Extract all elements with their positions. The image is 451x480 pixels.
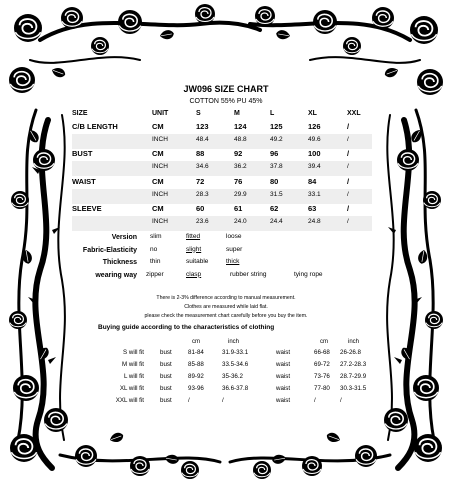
- table-value-cell: 34.6: [196, 163, 209, 171]
- guide-bust-cm: 93-96: [188, 385, 204, 392]
- table-value-cell: 60: [196, 204, 205, 214]
- property-option: loose: [226, 233, 242, 240]
- table-value-cell: 49.2: [270, 135, 283, 143]
- guide-waist-cm: 69-72: [314, 361, 330, 368]
- guide-waist-label: waist: [276, 373, 291, 380]
- note-laid-flat: Clothes are measured while laid flat.: [184, 304, 268, 310]
- table-value-cell: 23.6: [196, 217, 209, 225]
- guide-bust-inch: 33.5-34.6: [222, 361, 249, 368]
- guide-waist-inch: 28.7-29.9: [340, 373, 367, 380]
- table-unit-cell: INCH: [152, 163, 168, 171]
- table-value-cell: /: [347, 163, 349, 171]
- guide-waist-inch: 26-26.8: [340, 349, 361, 356]
- property-option: tying rope: [294, 270, 323, 278]
- guide-bust-cm: /: [188, 397, 190, 404]
- table-value-cell: 125: [270, 122, 283, 131]
- guide-size-label: XL will fit: [119, 385, 144, 392]
- table-header-cell: XL: [308, 110, 317, 117]
- property-option: zipper: [146, 270, 164, 278]
- guide-waist-cm: 77-80: [314, 385, 330, 392]
- property-option-selected: thick: [226, 258, 240, 265]
- guide-waist-label: waist: [276, 397, 291, 404]
- table-value-cell: /: [347, 217, 349, 225]
- table-value-cell: 24.8: [308, 217, 321, 225]
- table-value-cell: /: [347, 176, 350, 186]
- guide-bust-label: bust: [160, 349, 172, 356]
- table-header-cell: UNIT: [152, 110, 169, 117]
- guide-waist-label: waist: [276, 361, 291, 368]
- property-option: super: [226, 245, 243, 253]
- table-value-cell: 39.4: [308, 163, 321, 171]
- guide-waist-label: waist: [276, 349, 291, 356]
- guide-bust-label: bust: [160, 385, 172, 392]
- table-value-cell: 76: [234, 176, 243, 186]
- table-value-cell: /: [347, 204, 350, 214]
- table-value-cell: 37.8: [270, 163, 283, 171]
- guide-waist-cm: /: [314, 397, 316, 404]
- guide-bust-cm: 85-88: [188, 361, 204, 368]
- property-option: rubber string: [230, 270, 267, 278]
- table-value-cell: 88: [196, 149, 205, 159]
- guide-waist-inch: /: [340, 397, 342, 404]
- table-header-cell: S: [196, 110, 201, 117]
- table-value-cell: /: [347, 149, 350, 159]
- guide-size-label: M will fit: [122, 361, 144, 368]
- table-header-cell: M: [234, 110, 240, 117]
- guide-bust-cm: 81-84: [188, 349, 204, 356]
- table-unit-cell: CM: [152, 204, 164, 214]
- table-row-shade: [72, 189, 372, 204]
- property-label: Fabric-Elasticity: [82, 246, 137, 254]
- table-value-cell: 84: [308, 176, 317, 186]
- property-label: Version: [111, 234, 137, 241]
- table-value-cell: 62: [270, 204, 279, 214]
- guide-waist-label: waist: [276, 385, 291, 392]
- table-value-cell: 100: [308, 149, 321, 159]
- table-value-cell: 29.9: [234, 190, 247, 198]
- guide-waist-cm: 66-68: [314, 349, 330, 356]
- guide-size-label: L will fit: [123, 373, 144, 380]
- table-value-cell: 124: [234, 122, 247, 131]
- property-option: suitable: [186, 258, 209, 265]
- chart-title: JW096 SIZE CHART: [183, 84, 269, 94]
- table-header-cell: L: [270, 110, 275, 117]
- table-value-cell: 24.4: [270, 217, 283, 225]
- table-unit-cell: INCH: [152, 135, 168, 143]
- table-row-label: BUST: [72, 149, 93, 159]
- table-value-cell: 80: [270, 176, 279, 186]
- table-value-cell: 48.4: [196, 135, 209, 143]
- note-check: please check the measurement chart carefully before you buy the item.: [144, 313, 308, 319]
- table-value-cell: 28.3: [196, 190, 209, 198]
- table-value-cell: /: [347, 190, 349, 198]
- table-header-cell: XXL: [347, 110, 361, 117]
- guide-unit-header: cm: [192, 339, 200, 345]
- guide-bust-label: bust: [160, 361, 172, 368]
- guide-waist-cm: 73-76: [314, 373, 330, 380]
- material-text: COTTON 55% PU 45%: [189, 98, 263, 105]
- property-option: thin: [150, 258, 161, 265]
- table-unit-cell: INCH: [152, 217, 168, 225]
- guide-bust-cm: 89-92: [188, 373, 204, 380]
- guide-unit-header: cm: [320, 339, 328, 345]
- guide-size-label: S will fit: [123, 349, 144, 356]
- table-value-cell: 61: [234, 204, 243, 214]
- property-label: wearing way: [95, 271, 137, 279]
- property-option-selected: fitted: [186, 233, 201, 240]
- table-value-cell: 92: [234, 149, 243, 159]
- guide-bust-inch: 36.6-37.8: [222, 385, 249, 392]
- note-difference: There is 2-3% difference according to manual measurement.: [156, 295, 296, 301]
- guide-unit-header: inch: [228, 339, 240, 345]
- table-row-label: WAIST: [72, 176, 96, 186]
- table-value-cell: 126: [308, 122, 321, 131]
- guide-bust-inch: 31.9-33.1: [222, 349, 249, 356]
- table-row-shade: [72, 134, 372, 149]
- table-value-cell: 24.0: [234, 217, 247, 225]
- table-value-cell: 63: [308, 204, 317, 214]
- table-unit-cell: INCH: [152, 190, 168, 198]
- property-option: no: [150, 245, 158, 253]
- guide-bust-inch: 35-36.2: [222, 373, 243, 380]
- guide-size-label: XXL will fit: [115, 397, 144, 404]
- table-value-cell: 31.5: [270, 190, 283, 198]
- table-value-cell: 49.6: [308, 135, 321, 143]
- property-label: Thickness: [102, 259, 137, 266]
- table-value-cell: 33.1: [308, 190, 321, 198]
- table-value-cell: 36.2: [234, 163, 247, 171]
- table-value-cell: 96: [270, 149, 279, 159]
- guide-title: Buying guide according to the characteristics of clothing: [98, 324, 275, 331]
- guide-waist-inch: 30.3-31.5: [340, 385, 367, 392]
- guide-bust-inch: /: [222, 397, 224, 404]
- guide-unit-header: inch: [348, 339, 360, 345]
- guide-bust-label: bust: [160, 373, 172, 380]
- table-row-label: SLEEVE: [72, 204, 102, 214]
- table-row-shade: [72, 161, 372, 176]
- table-unit-cell: CM: [152, 122, 164, 131]
- table-row-shade: [72, 216, 372, 231]
- property-option-selected: slight: [186, 245, 202, 253]
- guide-waist-inch: 27.2-28.3: [340, 361, 367, 368]
- table-value-cell: 123: [196, 122, 209, 131]
- table-row-label: C/B LENGTH: [72, 122, 118, 131]
- property-option-selected: clasp: [186, 270, 202, 278]
- table-value-cell: 48.8: [234, 135, 247, 143]
- table-unit-cell: CM: [152, 176, 164, 186]
- guide-bust-label: bust: [160, 397, 172, 404]
- table-unit-cell: CM: [152, 149, 164, 159]
- table-value-cell: /: [347, 122, 350, 131]
- table-value-cell: 72: [196, 176, 205, 186]
- table-value-cell: /: [347, 135, 349, 143]
- property-option: slim: [150, 233, 162, 240]
- table-header-cell: SIZE: [72, 110, 88, 117]
